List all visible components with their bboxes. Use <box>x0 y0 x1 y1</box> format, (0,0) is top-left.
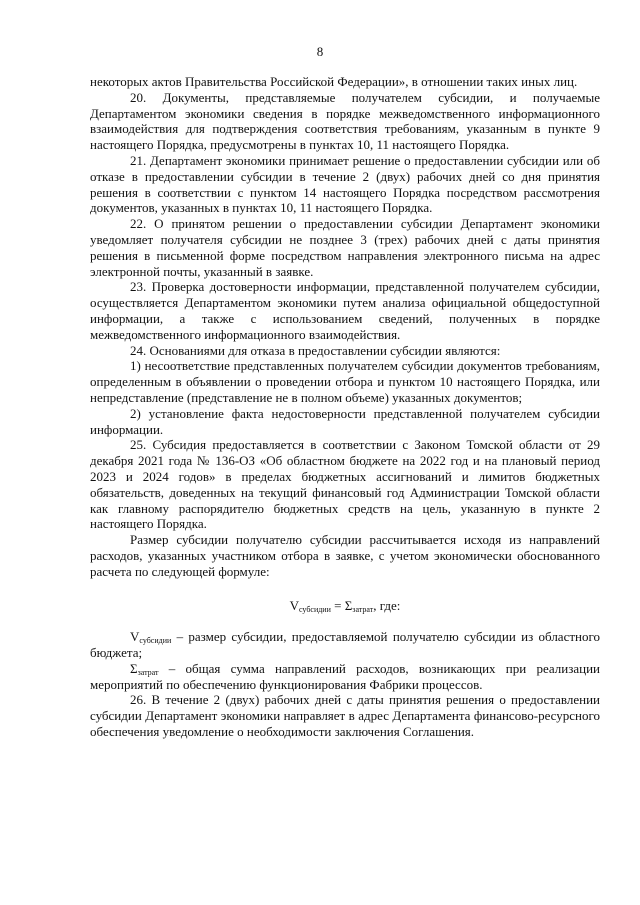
definition-sigma-symbol: Σ <box>130 660 138 676</box>
definition-v <box>90 629 600 661</box>
paragraph-size-calculation: Размер субсидии получателю субсидии рассчитывается исходя из направлений расходов, указанных участником отбора в заявке, с учетом экономически обоснованного расчета по следующей формуле: <box>90 532 600 579</box>
definition-sigma-text: – общая сумма направлений расходов, возникающих при реализации мероприятий по обеспечению функционирования Фабрики процессов. <box>90 660 600 692</box>
paragraph-25: 25. Субсидия предоставляется в соответствии с Законом Томской области от 29 декабря 2021 года № 136-ОЗ «Об областном бюджете на 2022 год и на плановый период 2023 и 2024 годов» в пределах бюджетных ассигнований и лимитов бюджетных обязательств, доведенных на текущий финансовый год Администрации Томской области как главному распорядителю бюджетных средств на цель, указанную в пункте 2 настоящего Порядка. <box>90 437 600 532</box>
definition-sigma-subscript: затрат <box>137 667 159 677</box>
paragraph-26: 26. В течение 2 (двух) рабочих дней с даты принятия решения о предоставлении субсидии Департамент экономики направляет в адрес Департамента финансово-ресурсного обеспечения уведомление о необходимости заключения Соглашения. <box>90 692 600 740</box>
formula-equals: = <box>330 597 345 613</box>
list-item-2: 2) установление факта недостоверности представленной получателем субсидии информации. <box>90 405 600 437</box>
list-item-1: 1) несоответствие представленных получателем субсидии документов требованиям, определенным в объявлении о проведении отбора и пунктом 10 настоящего Порядка, или непредставление (представление не в полном объеме) указанных документов; <box>90 358 600 405</box>
document-body <box>90 74 600 740</box>
paragraph-21: 21. Департамент экономики принимает решение о предоставлении субсидии или об отказе в предоставлении субсидии в течение 2 (двух) рабочих дней со дня принятия решения в соответствии с пунктом 14 настоящего Порядка посредством рассмотрения документов, указанных в пунктах 10, 11 настоящего Порядка. <box>90 152 600 216</box>
definition-v-text: – размер субсидии, предоставляемой получателю субсидии из областного бюджета; <box>90 629 600 661</box>
paragraph-24: 24. Основаниями для отказа в предоставлении субсидии являются: <box>130 342 501 358</box>
definition-v-subscript: субсидии <box>139 636 172 646</box>
definition-v-symbol: V <box>130 629 140 645</box>
formula-v-subscript: субсидии <box>298 604 331 614</box>
formula-sigma-subscript: затрат <box>352 604 374 614</box>
paragraph-continuation: некоторых актов Правительства Российской Федерации», в отношении таких иных лиц. <box>90 74 578 89</box>
paragraph-20: 20. Документы, представляемые получателем субсидии, и получаемые Департаментом экономики сведения в порядке межведомственного информационного взаимодействия для подтверждения соответствия требованиям, указанным в пункте 9 настоящего Порядка, предусмотрены в пунктах 10, 11 настоящего Порядка. <box>90 89 600 153</box>
formula-tail: , где: <box>373 597 401 613</box>
paragraph-23: 23. Проверка достоверности информации, представленной получателем субсидии, осуществляется Департаментом экономики путем анализа официальной общедоступной информации, а также с использованием сведений, полученных в порядке межведомственного информационного взаимодействия. <box>90 279 600 342</box>
definition-sigma <box>90 661 600 693</box>
paragraph-22: 22. О принятом решении о предоставлении субсидии Департамент экономики уведомляет получателя субсидии не позднее 3 (трех) рабочих дней с даты принятия решения в письменной форме посредством направления электронного письма на адрес электронной почты, указанный в заявке. <box>90 216 600 279</box>
subsidy-formula <box>90 598 600 614</box>
page-number: 8 <box>316 44 324 59</box>
formula-v-symbol: V <box>289 597 299 613</box>
formula-sigma-symbol: Σ <box>344 597 353 613</box>
